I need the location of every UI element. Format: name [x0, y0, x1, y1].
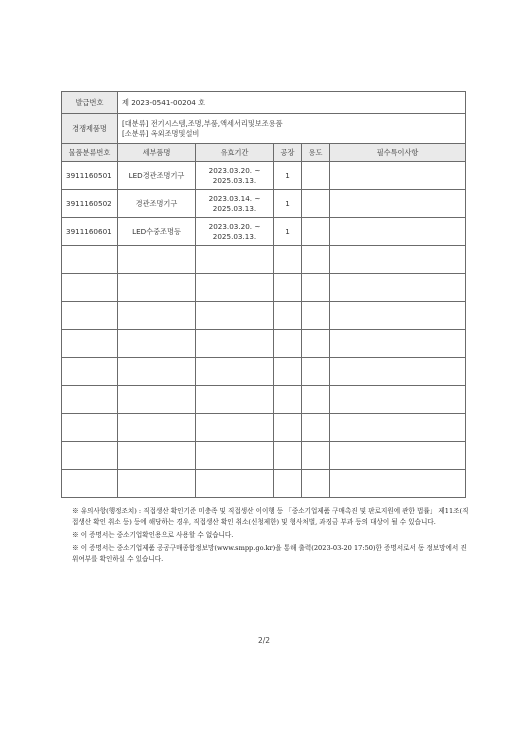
empty-cell [274, 330, 302, 358]
empty-cell [330, 330, 466, 358]
notice-usage-restriction: ※ 이 증명서는 중소기업확인용으로 사용할 수 없습니다. [72, 531, 234, 540]
empty-cell [196, 414, 274, 442]
empty-row [62, 386, 466, 414]
category-major: [대분류] 전기시스템,조명,부품,액세서리및보조용품 [122, 118, 283, 128]
issue-number-label: 발급번호 [62, 92, 118, 114]
product-name: 경관조명기구 [118, 190, 196, 218]
empty-cell [302, 470, 330, 498]
certificate-sheet [61, 91, 465, 498]
factory-count: 1 [274, 218, 302, 246]
empty-cell [196, 470, 274, 498]
empty-cell [118, 302, 196, 330]
empty-cell [274, 274, 302, 302]
period-end: 2025.03.13. [212, 203, 257, 213]
usage [302, 162, 330, 190]
notice-section [72, 506, 472, 567]
empty-cell [62, 470, 118, 498]
empty-cell [330, 302, 466, 330]
empty-cell [302, 302, 330, 330]
empty-cell [302, 414, 330, 442]
product-category-cell [118, 114, 466, 144]
product-row [62, 218, 466, 246]
empty-row [62, 246, 466, 274]
product-row [62, 190, 466, 218]
usage [302, 218, 330, 246]
validity-period [196, 162, 274, 190]
empty-row [62, 470, 466, 498]
validity-period [196, 190, 274, 218]
empty-cell [330, 246, 466, 274]
empty-cell [274, 386, 302, 414]
empty-cell [274, 470, 302, 498]
notice-verification: ※ 이 증명서는 중소기업제품 공공구매종합정보망(www.smpp.go.kr)을 통해 출력(2023-03-20 17:50)한 증명서로서 동 정보망에서 진위여부를 확인하실 수 있습니다. [72, 543, 467, 564]
empty-cell [118, 358, 196, 386]
empty-cell [330, 274, 466, 302]
empty-cell [330, 470, 466, 498]
col-header-factory: 공장 [274, 144, 302, 162]
empty-cell [330, 442, 466, 470]
empty-cell [62, 414, 118, 442]
product-name: LED경관조명기구 [118, 162, 196, 190]
empty-cell [274, 358, 302, 386]
empty-cell [62, 330, 118, 358]
empty-cell [62, 246, 118, 274]
period-start: 2023.03.14. ~ [208, 193, 261, 203]
special-notes [330, 218, 466, 246]
product-code: 3911160601 [62, 218, 118, 246]
product-row [62, 162, 466, 190]
empty-cell [118, 442, 196, 470]
issue-number-value: 제 2023-0541-00204 호 [118, 92, 466, 114]
col-header-use: 용도 [302, 144, 330, 162]
empty-cell [302, 358, 330, 386]
empty-row [62, 302, 466, 330]
empty-cell [330, 358, 466, 386]
empty-cell [274, 302, 302, 330]
empty-cell [274, 246, 302, 274]
empty-cell [62, 274, 118, 302]
col-header-name: 세부품명 [118, 144, 196, 162]
empty-cell [274, 414, 302, 442]
certificate-table [61, 91, 466, 498]
col-header-note: 필수특이사항 [330, 144, 466, 162]
special-notes [330, 162, 466, 190]
empty-cell [302, 274, 330, 302]
empty-row [62, 414, 466, 442]
empty-cell [196, 442, 274, 470]
empty-cell [62, 442, 118, 470]
product-name-label: 경쟁제품명 [62, 114, 118, 144]
empty-row [62, 330, 466, 358]
product-name: LED수중조명등 [118, 218, 196, 246]
empty-cell [196, 386, 274, 414]
period-end: 2025.03.13. [212, 175, 257, 185]
column-header-row [62, 144, 466, 162]
page-number: 2/2 [257, 636, 271, 645]
empty-cell [302, 442, 330, 470]
empty-cell [118, 274, 196, 302]
empty-cell [62, 302, 118, 330]
period-start: 2023.03.20. ~ [208, 165, 261, 175]
empty-cell [196, 302, 274, 330]
empty-cell [196, 246, 274, 274]
empty-cell [196, 274, 274, 302]
special-notes [330, 190, 466, 218]
empty-cell [118, 386, 196, 414]
col-header-code: 물품분류번호 [62, 144, 118, 162]
period-end: 2025.03.13. [212, 231, 257, 241]
empty-cell [118, 414, 196, 442]
empty-cell [274, 442, 302, 470]
factory-count: 1 [274, 190, 302, 218]
empty-cell [196, 330, 274, 358]
issue-number-row [62, 92, 466, 114]
usage [302, 190, 330, 218]
empty-cell [302, 330, 330, 358]
notice-admin-action: ※ 유의사항(행정조치) : 직접생산 확인기준 미충족 및 직접생산 이이행 등 「중소기업제품 구매촉진 및 판로지원에 관한 법률」 제11조(직접생산 확인 취소 등) 등에 해당하는 경우, 직접생산 확인 취소(신청제한) 및 형사처벌, 과징금 부과 등의 대상이 될 수 있습니다. [72, 507, 469, 527]
product-code: 3911160502 [62, 190, 118, 218]
empty-cell [196, 358, 274, 386]
empty-row [62, 358, 466, 386]
empty-cell [118, 330, 196, 358]
empty-cell [330, 414, 466, 442]
period-start: 2023.03.20. ~ [208, 221, 261, 231]
empty-cell [118, 246, 196, 274]
empty-row [62, 274, 466, 302]
empty-cell [302, 386, 330, 414]
validity-period [196, 218, 274, 246]
factory-count: 1 [274, 162, 302, 190]
product-code: 3911160501 [62, 162, 118, 190]
empty-cell [118, 470, 196, 498]
col-header-period: 유효기간 [196, 144, 274, 162]
empty-cell [330, 386, 466, 414]
product-name-row [62, 114, 466, 144]
category-minor: [소분류] 옥외조명및설비 [122, 128, 200, 138]
empty-row [62, 442, 466, 470]
empty-cell [62, 386, 118, 414]
empty-cell [62, 358, 118, 386]
empty-cell [302, 246, 330, 274]
